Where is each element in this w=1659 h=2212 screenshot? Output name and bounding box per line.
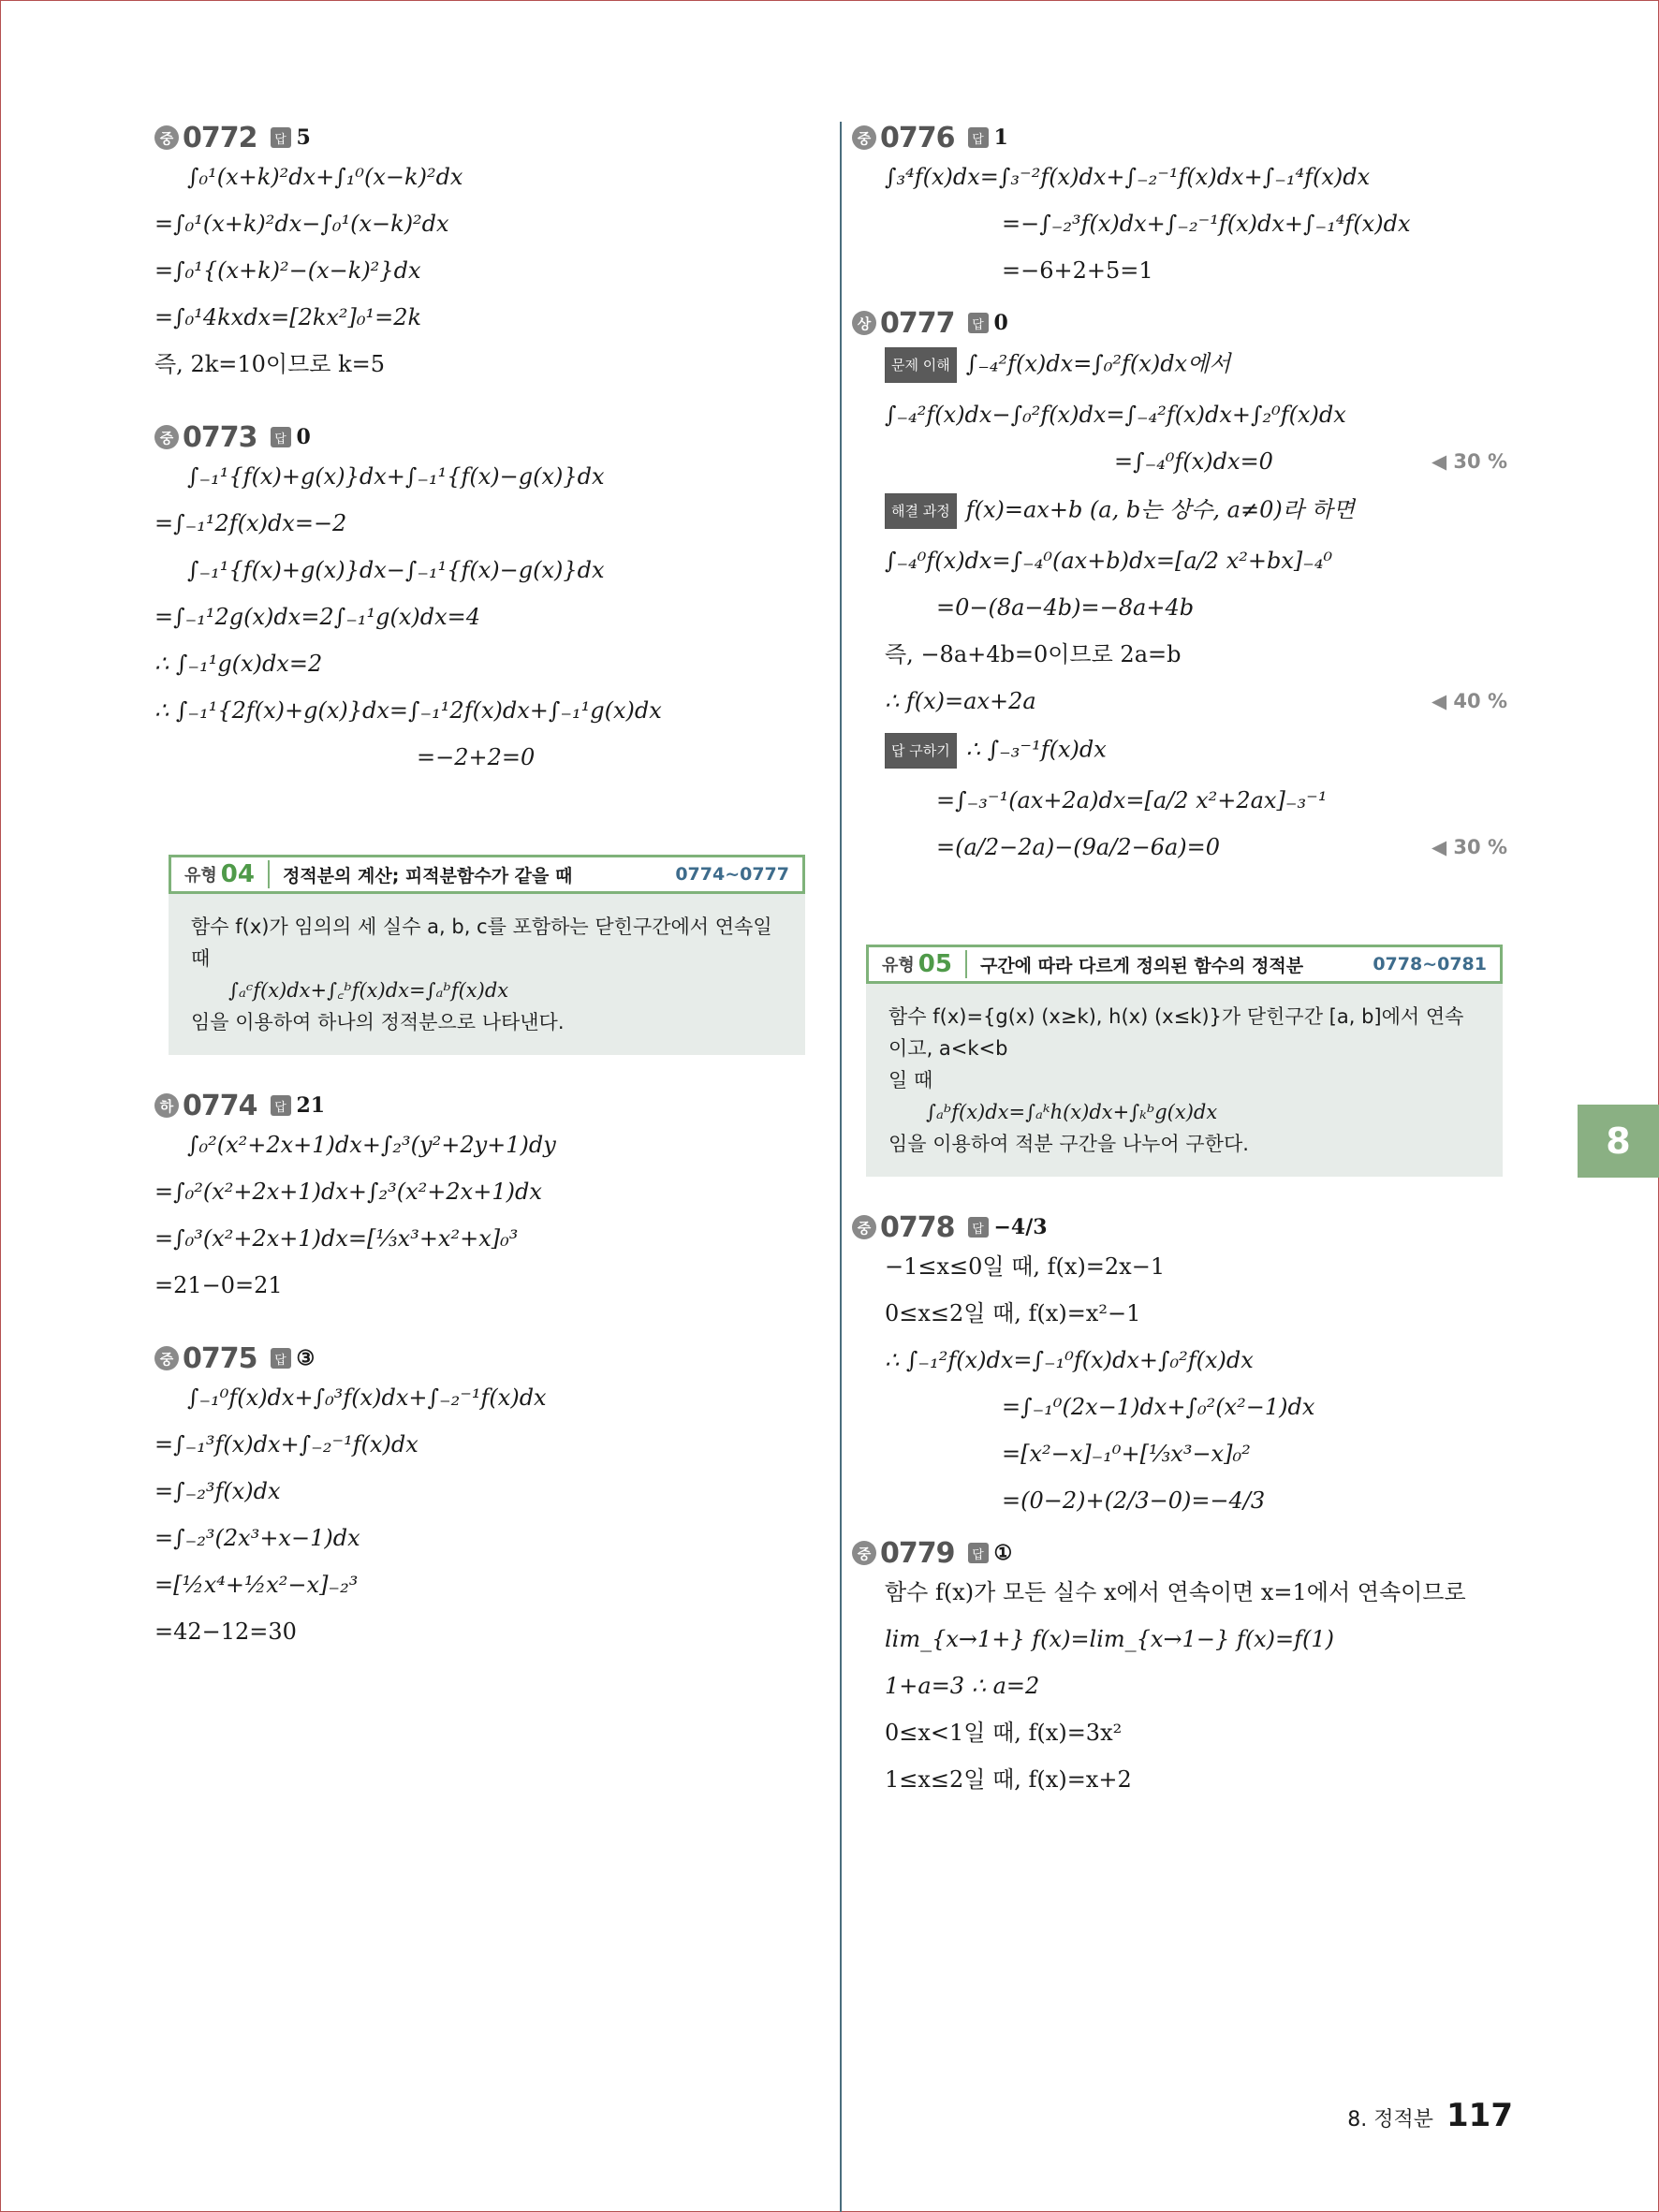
problem-number: 0777 [880,306,955,340]
type-04-title: 정적분의 계산; 피적분함수가 같을 때 [282,865,573,886]
type-05-formula: ∫ₐᵇf(x)dx=∫ₐᵏh(x)dx+∫ₖᵇg(x)dx [926,1101,1218,1123]
solution-line: −1≤x≤0일 때, f(x)=2x−1 [885,1253,1166,1280]
answer-icon: 답 [968,1217,989,1238]
right-column [852,117,1507,1811]
solution-line: ∫₋₁¹{f(x)+g(x)}dx+∫₋₁¹{f(x)−g(x)}dx [187,463,605,490]
solution-line: =0−(8a−4b)=−8a+4b [936,594,1195,621]
solution-line: ∫₋₁⁰f(x)dx+∫₀³f(x)dx+∫₋₂⁻¹f(x)dx [187,1384,547,1411]
level-badge: 중 [154,1346,179,1370]
score-percent: ◀ 30 % [1431,836,1507,858]
solution-line: =∫₀¹{(x+k)²−(x−k)²}dx [154,257,421,284]
solution-line: ∴ ∫₋₁¹g(x)dx=2 [154,651,323,677]
answer-icon: 답 [968,127,989,148]
answer-icon: 답 [271,127,291,148]
solution-line: ∴ ∫₋₁¹{2f(x)+g(x)}dx=∫₋₁¹2f(x)dx+∫₋₁¹g(x)dx [154,697,662,724]
type-04-formula: ∫ₐᶜf(x)dx+∫꜀ᵇf(x)dx=∫ₐᵇf(x)dx [228,979,509,1002]
solution-line: =∫₋₃⁻¹(ax+2a)dx=[a/2 x²+2ax]₋₃⁻¹ [936,787,1328,813]
problem-number: 0778 [880,1210,955,1244]
type-05-range: 0778~0781 [1373,954,1487,974]
solution-line: ∴ ∫₋₁²f(x)dx=∫₋₁⁰f(x)dx+∫₀²f(x)dx [885,1347,1254,1373]
solution-line: ∫₃⁴f(x)dx=∫₃⁻²f(x)dx+∫₋₂⁻¹f(x)dx+∫₋₁⁴f(x)dx [885,164,1371,190]
solution-line: =∫₀³(x²+2x+1)dx=[⅓x³+x²+x]₀³ [154,1225,519,1252]
solution-line: =[x²−x]₋₁⁰+[⅓x³−x]₀² [1002,1441,1251,1467]
solution-line: 함수 f(x)가 모든 실수 x에서 연속이면 x=1에서 연속이므로 [885,1579,1466,1605]
solution-line: =∫₀¹4kxdx=[2kx²]₀¹=2k [154,304,422,330]
solution-line: =∫₋₂³(2x³+x−1)dx [154,1525,360,1551]
type-05-body: 함수 f(x)={g(x) (x≥k), h(x) (x≤k)}가 닫힌구간 [a, b]에서 연속이고, a<k<b 일 때 ∫ₐᵇf(x)dx=∫ₐᵏh(x)dx+∫ₖᵇg(x)dx 임을 이용하여 적분 구간을 나누어 구한다. [866,984,1503,1177]
score-percent: ◀ 40 % [1431,690,1507,712]
answer: 0 [993,311,1008,335]
answer: 21 [296,1093,326,1118]
answer-icon: 답 [968,1543,989,1563]
solution-line: =∫₋₁¹2f(x)dx=−2 [154,510,347,536]
solution-line: 즉, 2k=10이므로 k=5 [154,351,386,377]
type-04-box [169,855,805,1055]
answer-icon: 답 [271,1095,291,1116]
type-05-header: 유형 05 구간에 따라 다르게 정의된 함수의 정적분 0778~0781 [866,945,1503,984]
column-divider [840,122,842,2212]
page-number: 117 [1446,2097,1513,2134]
solution-line: ∫₀²(x²+2x+1)dx+∫₂³(y²+2y+1)dy [187,1132,556,1158]
page-footer [1347,2097,1513,2134]
level-badge: 중 [852,1215,876,1239]
solution-line: =−2+2=0 [417,744,536,770]
solution-line: 1+a=3 ∴ a=2 [885,1673,1040,1699]
level-badge: 상 [852,311,876,335]
answer: 5 [296,125,311,150]
step-tag-answer: 답 구하기 [885,733,957,769]
problem-0779 [852,1532,1507,1795]
level-badge: 하 [154,1093,179,1118]
solution-line: lim_{x→1+} f(x)=lim_{x→1−} f(x)=f(1) [885,1626,1334,1652]
chapter-tab: 8 [1578,1105,1659,1178]
problem-number: 0772 [183,121,257,154]
solution-line: ∫₋₁¹{f(x)+g(x)}dx−∫₋₁¹{f(x)−g(x)}dx [187,557,605,583]
level-badge: 중 [852,125,876,150]
score-percent: ◀ 30 % [1431,450,1507,473]
answer: −4/3 [993,1215,1048,1239]
answer: 0 [296,425,311,449]
problem-0772 [154,117,810,379]
type-05-box [866,945,1503,1177]
problem-number: 0775 [183,1341,257,1375]
level-badge: 중 [852,1541,876,1565]
solution-line: 즉, −8a+4b=0이므로 2a=b [885,641,1182,667]
solution-line: =21−0=21 [154,1272,283,1298]
solution-line: 0≤x≤2일 때, f(x)=x²−1 [885,1300,1141,1326]
type-04-range: 0774~0777 [675,864,789,885]
solution-line: =(0−2)+(2/3−0)=−4/3 [1002,1487,1266,1514]
answer-icon: 답 [271,427,291,447]
step-tag-understand: 문제 이해 [885,347,957,383]
solution-line: =∫₋₁³f(x)dx+∫₋₂⁻¹f(x)dx [154,1431,418,1458]
solution-line: ∫₋₄⁰f(x)dx=∫₋₄⁰(ax+b)dx=[a/2 x²+bx]₋₄⁰ [885,548,1333,574]
problem-number: 0779 [880,1536,955,1570]
step-tag-process: 해결 과정 [885,493,957,529]
footer-chapter: 8. 정적분 [1347,2108,1434,2131]
type-04-body: 함수 f(x)가 임의의 세 실수 a, b, c를 포함하는 닫힌구간에서 연속일 때 ∫ₐᶜf(x)dx+∫꜀ᵇf(x)dx=∫ₐᵇf(x)dx 임을 이용하여 하나의 정적분으로 나타낸다. [169,894,805,1055]
level-badge: 중 [154,425,179,449]
solution-line: =−∫₋₂³f(x)dx+∫₋₂⁻¹f(x)dx+∫₋₁⁴f(x)dx [1002,211,1411,237]
solution-line: =∫₋₁⁰(2x−1)dx+∫₀²(x²−1)dx [1002,1394,1315,1420]
answer-icon: 답 [968,313,989,333]
solution-line: =∫₋₁¹2g(x)dx=2∫₋₁¹g(x)dx=4 [154,604,481,630]
problem-0774 [154,1085,810,1300]
answer: ① [993,1541,1013,1565]
answer: 1 [993,125,1008,150]
solution-line: 1≤x≤2일 때, f(x)=x+2 [885,1766,1132,1793]
solution-line: =−6+2+5=1 [1002,257,1153,284]
problem-number: 0776 [880,121,955,154]
problem-0773 [154,417,810,772]
level-badge: 중 [154,125,179,150]
solution-line: 0≤x<1일 때, f(x)=3x² [885,1720,1123,1746]
solution-line: ∫₋₄²f(x)dx−∫₀²f(x)dx=∫₋₄²f(x)dx+∫₂⁰f(x)dx [885,402,1346,428]
problem-number: 0774 [183,1089,257,1122]
problem-0778 [852,1207,1507,1516]
problem-0775 [154,1338,810,1647]
left-column [154,117,810,1663]
answer-icon: 답 [271,1348,291,1369]
type-05-title: 구간에 따라 다르게 정의된 함수의 정적분 [979,955,1304,976]
solution-line: =∫₀²(x²+2x+1)dx+∫₂³(x²+2x+1)dx [154,1179,542,1205]
solution-line: =∫₋₂³f(x)dx [154,1478,281,1504]
solution-line: =∫₀¹(x+k)²dx−∫₀¹(x−k)²dx [154,211,449,237]
solution-line: ∫₀¹(x+k)²dx+∫₁⁰(x−k)²dx [187,164,463,190]
problem-0776 [852,117,1507,286]
problem-0777: 상 0777 답 0 문제 이해 ∫₋₄²f(x)dx=∫₀²f(x)dx에서 ∫₋₄²f(x)dx−∫₀²f(x)dx=∫₋₄²f(x)dx+∫₂⁰f(x)dx =∫₋₄⁰f(x)dx=0 ◀ 30 % 해결 과정 f(x)=ax+b (a, b는 상수, a≠0)라 하면 ∫₋₄⁰f(x)dx=∫₋₄⁰(ax+b)dx=[a/2 x²+bx]₋₄⁰ =0−(8a−4b)=−8a+4b 즉, −8a+4b=0이므로 2a=b ∴ f(x)=ax+2a ◀ 40 % 답 구하기 ∴ ∫₋₃⁻¹f(x)dx =∫₋₃⁻¹(ax+2a)dx=[a/2 x²+2ax]₋₃⁻¹ =(a/2−2a)−(9a/2−6a)=0 ◀ 30 % [852,302,1507,862]
type-04-header: 유형 04 정적분의 계산; 피적분함수가 같을 때 0774~0777 [169,855,805,894]
solution-line: =42−12=30 [154,1619,297,1645]
answer: ③ [296,1346,316,1370]
problem-number: 0773 [183,420,257,454]
solution-line: =[½x⁴+½x²−x]₋₂³ [154,1572,359,1598]
